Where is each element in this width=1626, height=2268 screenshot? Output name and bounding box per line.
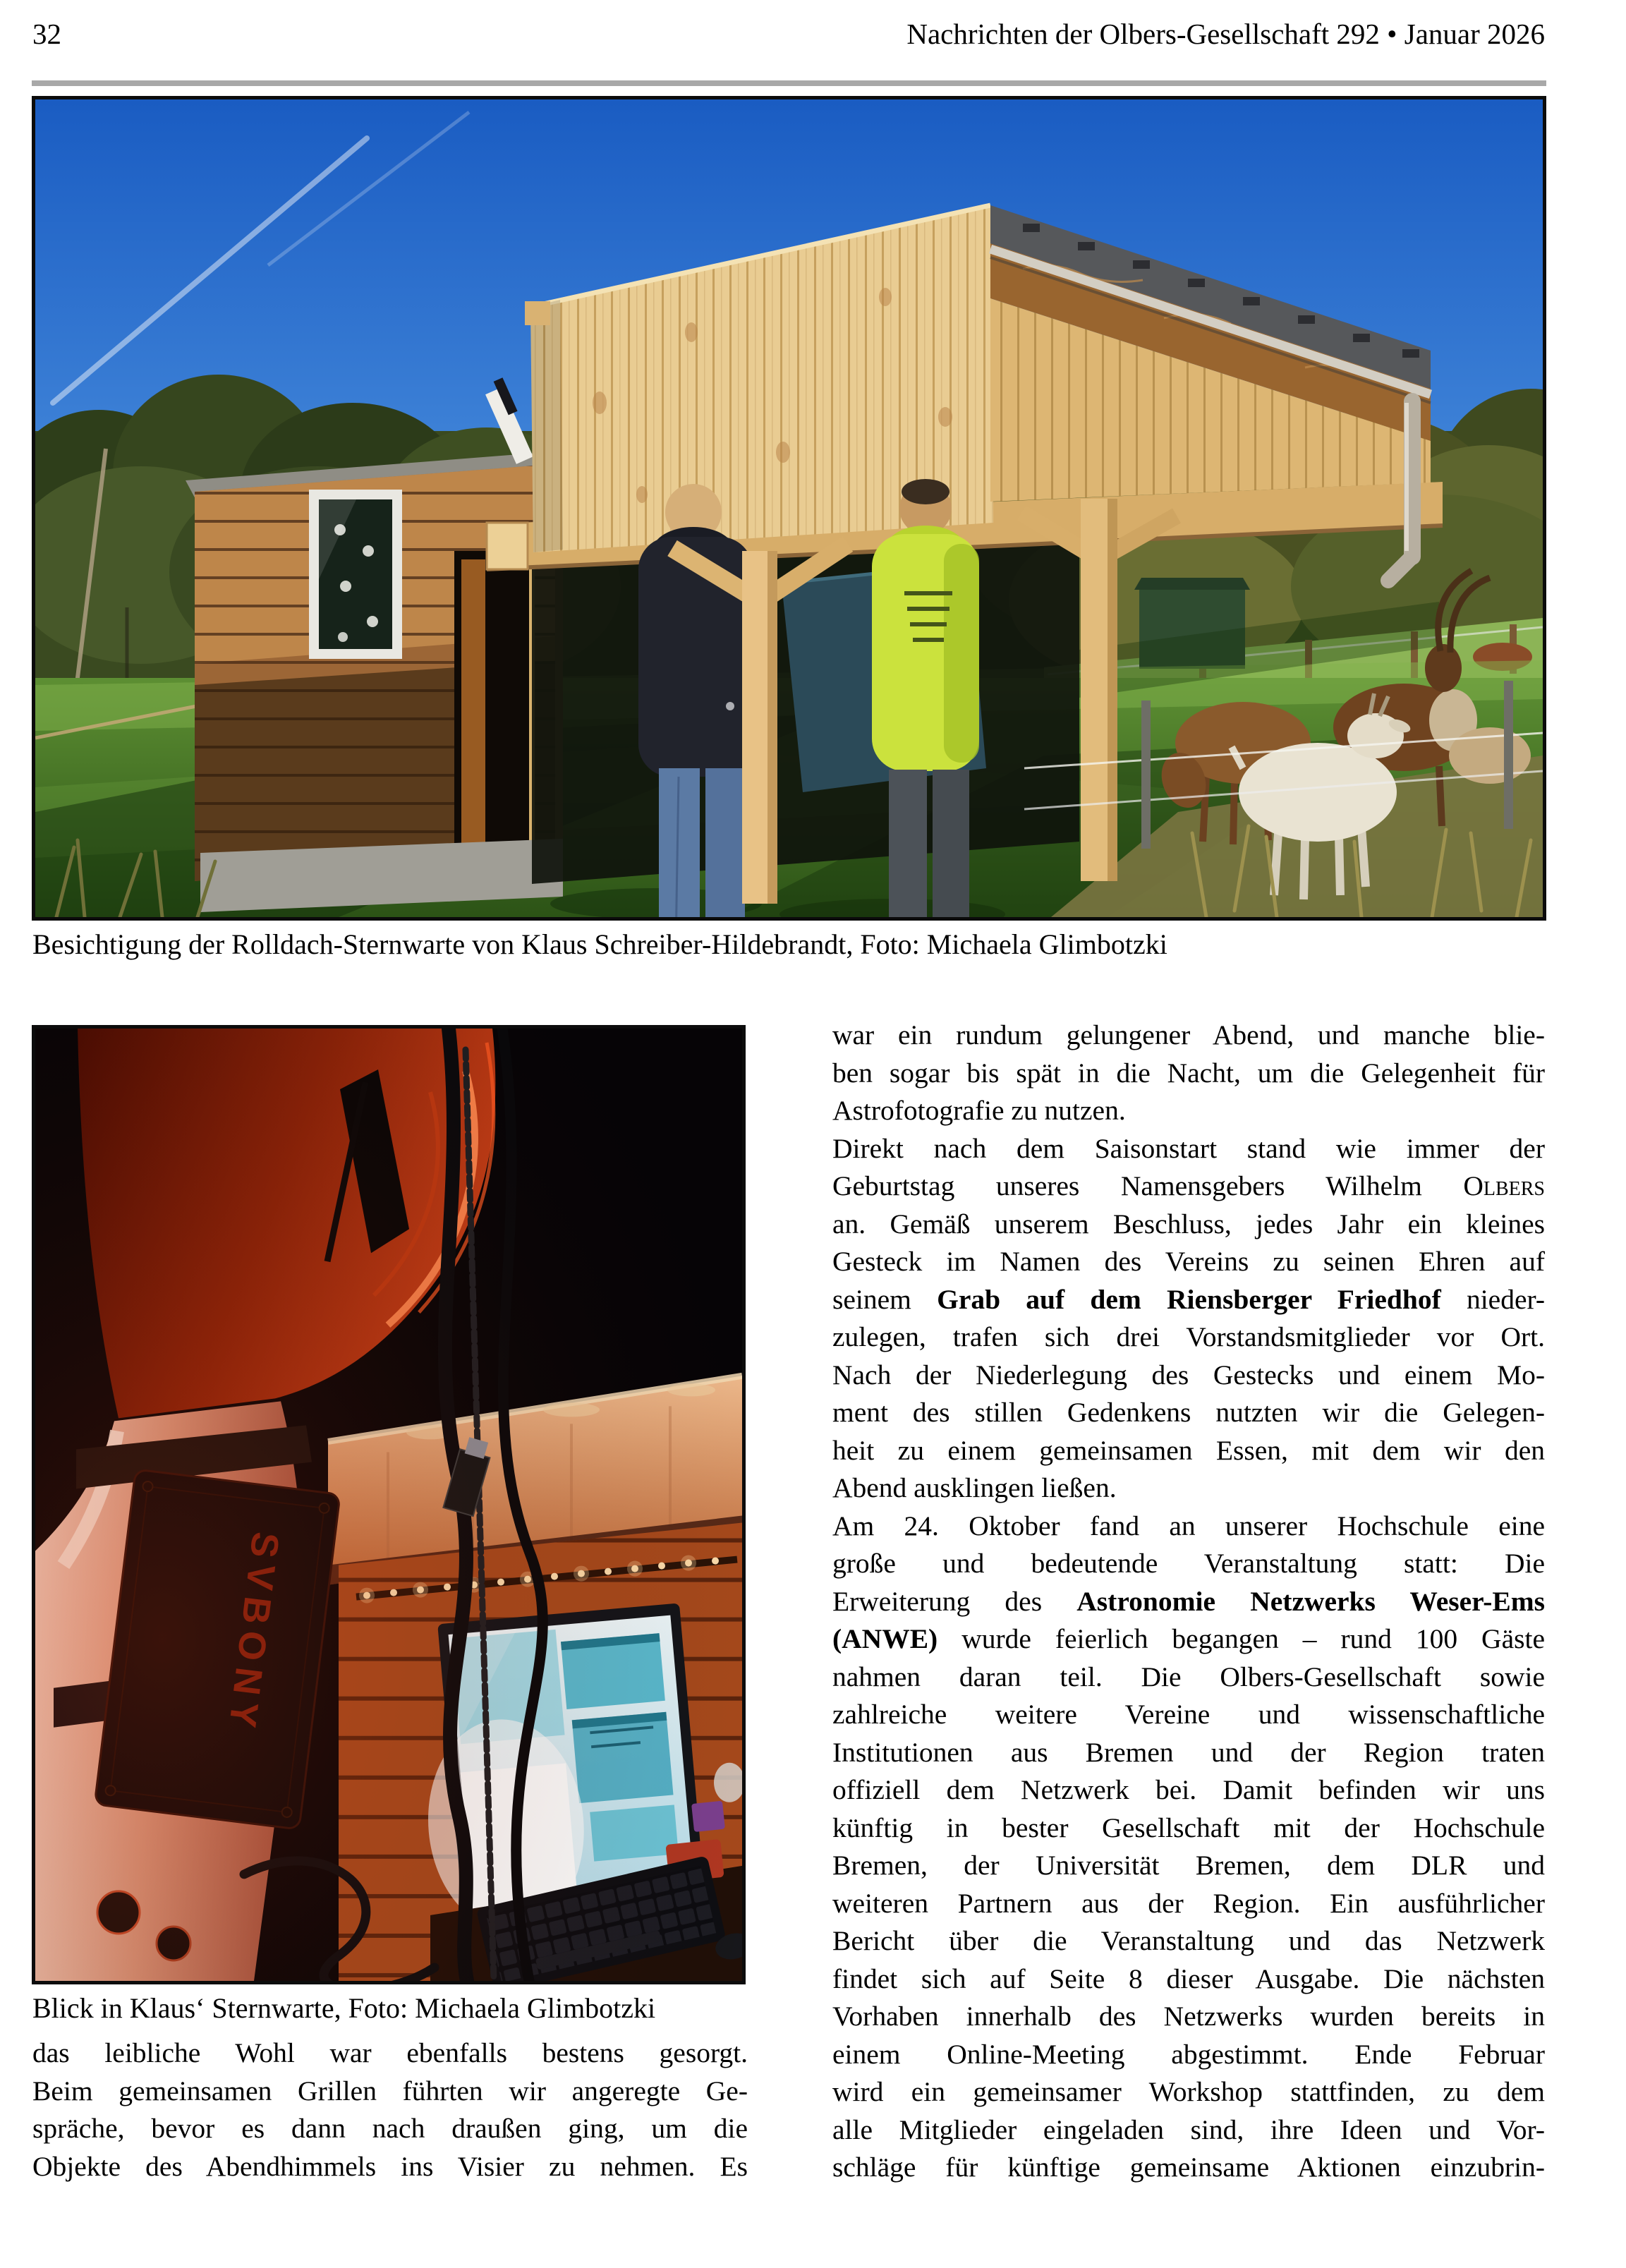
journal-header: Nachrichten der Olbers-Gesellschaft 292 • Januar 2026	[906, 18, 1545, 50]
text-line: alle Mitglieder eingeladen sind, ihre Ideen und Vor-	[832, 2114, 1545, 2145]
photo-observatory-interior	[32, 1025, 746, 1984]
text-line: Am 24. Oktober fand an unserer Hochschule eine	[832, 1510, 1545, 1541]
text-line: Bericht über die Veranstaltung und das Netzwerk	[832, 1925, 1545, 1956]
photo-observatory-visit	[32, 96, 1546, 921]
right-column-text	[832, 1017, 1545, 2187]
text-line: ment des stillen Gedenkens nutzten wir die Gelegen-	[832, 1397, 1545, 1428]
text-line: an. Gemäß unserem Beschluss, jedes Jahr ein kleines	[832, 1208, 1545, 1239]
photo-left-caption: Blick in Klaus‘ Sternwarte, Foto: Michaela Glimbotzki	[32, 1992, 656, 2024]
text-line: große und bedeutende Veranstaltung statt: Die	[832, 1548, 1545, 1579]
observatory-interior-photo-svg	[35, 1029, 742, 1981]
observatory-cabin	[186, 451, 574, 912]
text-line: zulegen, trafen sich drei Vorstandsmitglieder vor Ort.	[832, 1321, 1545, 1352]
text-line: einem Online-Meeting abgestimmt. Ende Februar	[832, 2038, 1545, 2070]
text-line: Astrofotografie zu nutzen.	[832, 1095, 1126, 1126]
text-line: (ANWE) wurde feierlich begangen – rund 100 Gäste	[832, 1623, 1545, 1654]
text-line: heit zu einem gemeinsamen Essen, mit dem wir den	[832, 1434, 1545, 1466]
text-line: Geburtstag unseres Namensgebers Wilhelm Olbers	[832, 1170, 1545, 1201]
photo-top-caption: Besichtigung der Rolldach-Sternwarte von Klaus Schreiber-Hildebrandt, Foto: Michaela Glimbotzki	[32, 928, 1167, 960]
text-line: war ein rundum gelungener Abend, und manche blie-	[832, 1019, 1545, 1050]
text-line: schläge für künftige gemeinsame Aktionen einzubrin-	[832, 2152, 1545, 2183]
text-line: zahlreiche weitere Vereine und wissenschaftliche	[832, 1699, 1545, 1730]
text-line: nahmen daran teil. Die Olbers-Gesellschaft sowie	[832, 1661, 1545, 1692]
text-line: seinem Grab auf dem Riensberger Friedhof nieder-	[832, 1283, 1546, 1315]
text-line: Gesteck im Namen des Vereins zu seinen Ehren auf	[832, 1246, 1545, 1277]
text-line: Direkt nach dem Saisonstart stand wie immer der	[832, 1132, 1545, 1164]
observatory-visit-photo-svg	[35, 99, 1543, 917]
left-column-text	[32, 2034, 748, 2185]
text-line: Objekte des Abendhimmels ins Visier zu nehmen. Es	[32, 2150, 748, 2182]
page-number: 32	[32, 18, 61, 50]
text-line: offiziell dem Netzwerk bei. Damit befinden wir uns	[832, 1774, 1545, 1805]
text-line: Abend ausklingen ließen.	[832, 1472, 1117, 1503]
text-line: weiteren Partnern aus der Region. Ein ausführlicher	[832, 1887, 1545, 1919]
text-line: das leibliche Wohl war ebenfalls bestens gesorgt.	[32, 2037, 748, 2068]
text-line: künftig in bester Gesellschaft mit der Hochschule	[832, 1812, 1545, 1843]
header-rule	[32, 80, 1546, 86]
text-line: Bremen, der Universität Bremen, dem DLR und	[832, 1850, 1545, 1881]
text-line: Erweiterung des Astronomie Netzwerks Weser-Ems	[832, 1585, 1545, 1617]
text-line: Vorhaben innerhalb des Netzwerks wurden bereits in	[832, 2001, 1545, 2032]
text-line: spräche, bevor es dann nach draußen ging, um die	[32, 2113, 748, 2144]
text-line: Nach der Niederlegung des Gestecks und einem Mo-	[832, 1359, 1545, 1390]
text-line: ben sogar bis spät in die Nacht, um die Gelegenheit für	[832, 1057, 1545, 1088]
red-glow-overlay	[35, 1029, 742, 1981]
text-line: Institutionen aus Bremen und der Region traten	[832, 1736, 1545, 1768]
text-line: Beim gemeinsamen Grillen führten wir angeregte Ge-	[32, 2075, 748, 2106]
text-line: findet sich auf Seite 8 dieser Ausgabe. Die nächsten	[832, 1963, 1545, 1994]
text-line: wird ein gemeinsamer Workshop stattfinden, zu dem	[832, 2076, 1545, 2107]
